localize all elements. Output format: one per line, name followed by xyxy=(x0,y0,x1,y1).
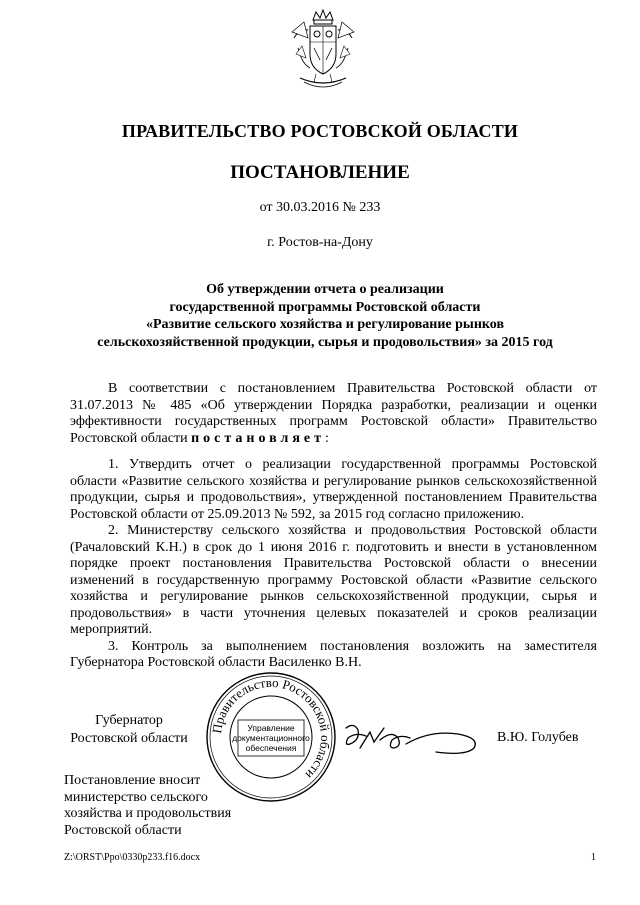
stamp-center-line: Управление xyxy=(247,723,295,733)
author-note-line: хозяйства и продовольствия xyxy=(64,806,232,821)
signer-post xyxy=(64,712,194,748)
organization-title: ПРАВИТЕЛЬСТВО РОСТОВСКОЙ ОБЛАСТИ xyxy=(121,121,519,141)
author-note-line: Ростовской области xyxy=(64,822,182,838)
document-city: г. Ростов-на-Дону xyxy=(267,235,373,250)
stamp-center-line: документационного xyxy=(232,733,310,743)
document-type: ПОСТАНОВЛЕНИЕ xyxy=(230,162,410,183)
preamble-paragraph xyxy=(70,381,597,447)
resolves-word: постановляет xyxy=(191,430,326,446)
subject-line: Об утверждении отчета о реализации xyxy=(206,282,444,297)
subject-line: «Развитие сельского хозяйства и регулирование рынков xyxy=(145,317,505,332)
handwritten-signature xyxy=(340,718,490,758)
resolution-item-2: 2. Министерству сельского хозяйства и продовольствия Ростовской области (Рачаловский К.Н.) в срок до 1 июня 2016 г. подготовить и внести в установленном порядке проект постановления Правительства Ростовской области о внесении изменений в государственную программу Ростовской области «Развитие сельского хозяйства и регулирование рынков сельскохозяйственной продукции, сырья и продовольствия» в части уточнения целевых показателей и сроков реализации мероприятий. xyxy=(70,523,597,637)
page-number: 1 xyxy=(591,852,596,863)
resolution-items xyxy=(70,457,597,672)
signer-name: В.Ю. Голубев xyxy=(497,730,579,745)
preamble-main: В соответствии с постановлением Правительства Ростовской области от 31.07.2013 № 485 «Об утверждении Порядка разработки, реализации и оценки эффективности государственных программ Ростовской области» Правительство Ростовской области xyxy=(70,381,597,446)
preamble-text xyxy=(70,381,597,447)
footer-file-path: Z:\ORST\Ppo\0330p233.f16.docx xyxy=(64,852,201,863)
subject-line: сельскохозяйственной продукции, сырья и продовольствия» за 2015 год xyxy=(97,334,553,350)
stamp-center-line: обеспечения xyxy=(245,743,297,753)
author-note-line: министерство сельского xyxy=(64,789,208,805)
subject-line: государственной программы Ростовской области xyxy=(169,299,481,315)
document-subject xyxy=(60,281,590,351)
author-note-line: Постановление вносит xyxy=(64,773,201,788)
signer-post-line: Ростовской области xyxy=(70,731,188,746)
preamble-colon: : xyxy=(325,430,329,446)
coat-of-arms-emblem xyxy=(286,8,360,92)
document-date-number: от 30.03.2016 № 233 xyxy=(259,200,381,215)
signer-post-line: Губернатор xyxy=(95,713,163,728)
stamp-ring-path: Правительство Ростовской области xyxy=(209,674,334,783)
resolution-item-3: 3. Контроль за выполнением постановления возложить на заместителя Губернатора Ростовской области Василенко В.Н. xyxy=(70,638,597,670)
resolution-item-1: 1. Утвердить отчет о реализации государственной программы Ростовской области «Развитие сельского хозяйства и регулирование рынков сельскохозяйственной продукции, сырья и продовольствия», утвержденной постановлением Правительства Ростовской области от 25.09.2013 № 592, за 2015 год согласно приложению. xyxy=(70,457,597,522)
author-note xyxy=(64,773,231,839)
